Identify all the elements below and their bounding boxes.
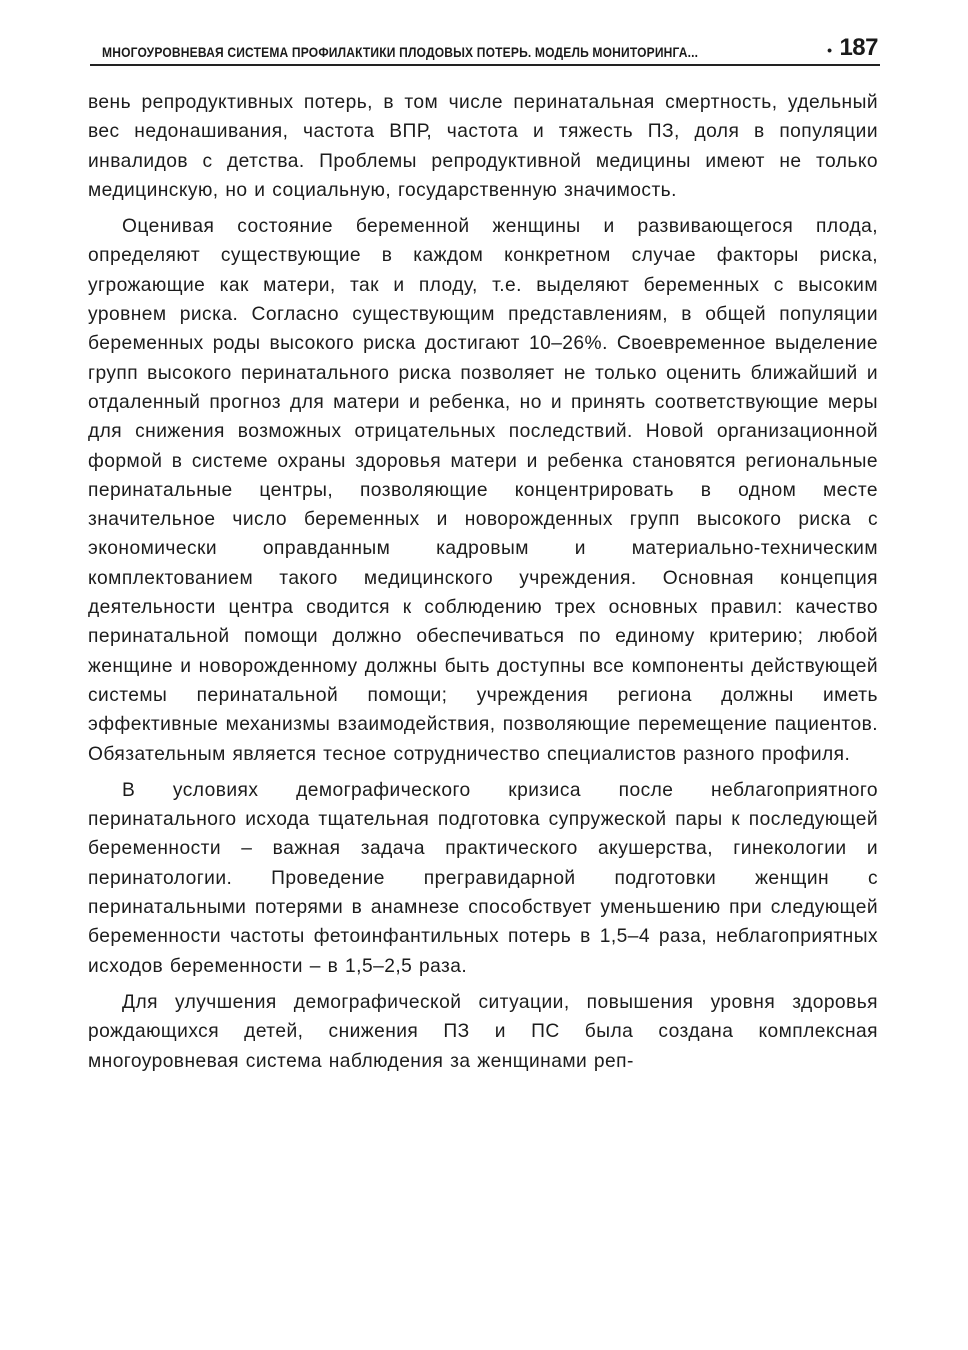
paragraph: В условиях демографического кризиса после неблагоприятного перинатального исхода тщательная подготовка супружеской пары к последующей беременности – важная задача практического акушерства, гинекологии и перинатологии. Проведение прегравидарной подготовки женщин с перинатальными потерями в анамнезе способствует уменьшению при следующей беременности частоты фетоинфантильных потерь в 1,5–4 раза, неблагоприятных исходов беременности – в 1,5–2,5 раза. bbox=[88, 779, 878, 977]
page-number: 187 bbox=[839, 34, 878, 61]
running-header bbox=[90, 30, 880, 66]
body-text bbox=[88, 88, 878, 1076]
running-header-title: МНОГОУРОВНЕВАЯ СИСТЕМА ПРОФИЛАКТИКИ ПЛОДОВЫХ ПОТЕРЬ. МОДЕЛЬ МОНИТОРИНГА... bbox=[102, 44, 699, 60]
paragraph: Для улучшения демографической ситуации, повышения уровня здоровья рождающихся детей, снижения ПЗ и ПС была создана комплексная многоуровневая система наблюдения за женщинами реп- bbox=[88, 991, 878, 1072]
paragraph: Оценивая состояние беременной женщины и развивающегося плода, определяют существующие в каждом конкретном случае факторы риска, угрожающие как матери, так и плоду, т.е. выделяют беременных с высоким уровнем риска. Согласно существующим представлениям, в общей популяции беременных роды высокого риска достигают 10–26%. Своевременное выделение групп высокого перинатального риска позволяет не только оценить ближайший и отдаленный прогноз для матери и ребенка, но и принять соответствующие меры для снижения возможных отрицательных последствий. Новой организационной формой в системе охраны здоровья матери и ребенка становятся региональные перинатальные центры, позволяющие концентрировать в одном месте значительное число беременных и новорожденных групп высокого риска с экономически оправданным кадровым и материально-техническим комплектованием такого медицинского учреждения. Основная концепция деятельности центра сводится к соблюдению трех основных правил: качество перинатальной помощи должно обеспечиваться по единому критерию; любой женщине и новорожденному должны быть доступны все компоненты действующей системы перинатальной помощи; учреждения региона должны иметь эффективные механизмы взаимодействия, позволяющие перемещение пациентов. Обязательным является тесное сотрудничество специалистов разного профиля. bbox=[88, 216, 878, 765]
header-bullet: • bbox=[827, 42, 832, 58]
paragraph-continued: вень репродуктивных потерь, в том числе перинатальная смертность, удельный вес недонашивания, частота ВПР, частота и тяжесть ПЗ, доля в популяции инвалидов с детства. Проблемы репродуктивной медицины имеют не только медицинскую, но и социальную, государственную значимость. bbox=[88, 92, 878, 201]
